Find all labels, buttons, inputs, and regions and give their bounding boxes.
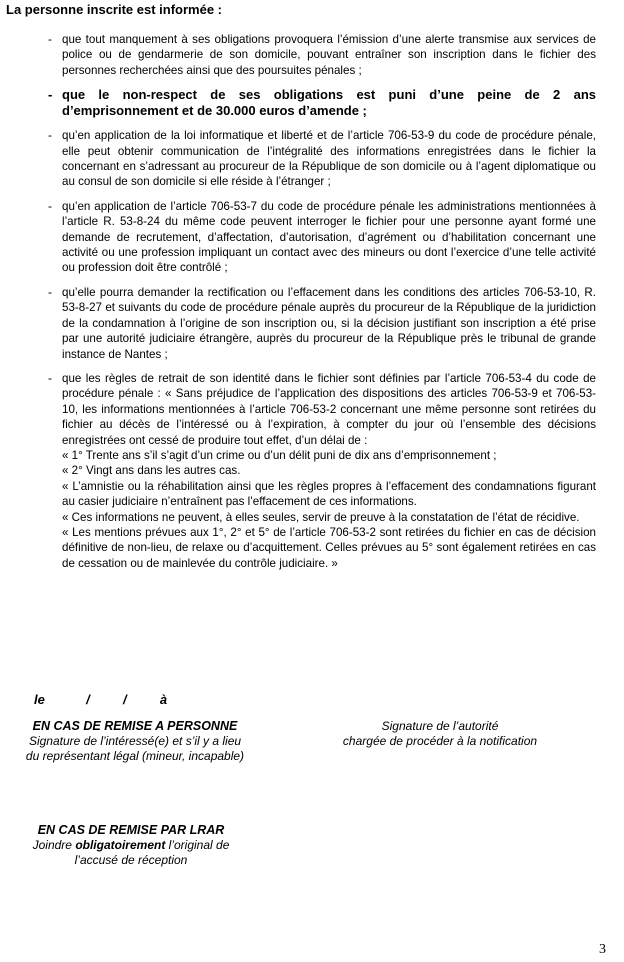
signature-line: Signature de l’autorité — [381, 719, 499, 733]
quote-line: « Ces informations ne peuvent, à elles seules, servir de preuve à la constatation de l’état de récidive. — [62, 510, 580, 524]
bullet-dash: - — [48, 370, 52, 385]
bullet-dash: - — [48, 198, 52, 213]
lrar-suffix: l’original de — [165, 838, 230, 852]
signature-line: du représentant légal (mineur, incapable) — [25, 749, 245, 763]
bullet-dash: - — [48, 128, 52, 143]
remise-lrar-block — [0, 823, 262, 868]
list-item-retrait-rules — [48, 371, 596, 571]
bullet-dash: - — [48, 284, 52, 299]
list-item-text: que tout manquement à ses obligations provoquera l’émission d’une alerte transmise aux services de police ou de gendarmerie de son domicile, pouvant entraîner son inscription dans le fichier des personnes recherchées ainsi que des poursuites pénales ; — [62, 33, 596, 77]
bullet-dash: - — [48, 87, 53, 103]
signature-line: Signature de l’intéressé(e) et s’il y a lieu — [28, 734, 242, 748]
list-item-text: qu’elle pourra demander la rectification ou l’effacement dans les conditions des articles 706-53-10, R. 53-8-27 et suivants du code de procédure pénale auprès du procureur de la République de la juridiction de la condamnation à l’origine de son inscription ou, si la décision justifiant son inscription a été prise par une autorité judiciaire étrangère, auprès du procureur de la République près le tribunal de grande instance de Nantes ; — [62, 285, 596, 361]
list-item — [48, 285, 596, 362]
list-item-text: que les règles de retrait de son identité dans le fichier sont définies par l’article 706-53-4 du code de procédure pénale : « Sans préjudice de l’application des dispositions des articles 706-53-9 et 706-53-10, les informations mentionnées à l’article 706-53-2 concernant une même personne sont retirées du fichier au décès de l’intéressé ou à l’expiration, à compter du jour où l’ensemble des décisions enregistrées ont cessé de produire tout effet, d’un délai de : — [62, 371, 596, 447]
date-place-line — [34, 692, 167, 707]
lrar-prefix: Joindre — [32, 838, 76, 852]
list-item-text: qu’en application de l’article 706-53-7 du code de procédure pénale les administrations mentionnées à l’article R. 53-8-24 du même code peuvent interroger le fichier pour une personne ayant formé une demande de recrutement, d’affectation, d’autorisation, d’agrément ou d’habilitation concernant une activité ou une profession impliquant un contact avec des mineurs ou dont l’exercice d’une telle activité ou profession doit être contrôlé ; — [62, 199, 596, 275]
list-item-text: qu’en application de la loi informatique et liberté et de l’article 706-53-9 du code de procédure pénale, elle peut obtenir communication de l’intégralité des informations enregistrées dans le fichier la concernant en s’adressant au procureur de la République de son domicile ou à l’agent diplomatique ou au consul de son domicile si elle réside à l’étranger ; — [62, 129, 596, 189]
date-separator: / — [122, 692, 127, 707]
date-separator: / — [86, 692, 90, 707]
page-number: 3 — [599, 942, 606, 957]
quote-line: « 1° Trente ans s’il s’agit d’un crime ou d’un délit puni de dix ans d’emprisonnement ; — [62, 448, 497, 462]
lrar-line — [0, 838, 262, 853]
list-item — [48, 32, 596, 78]
quote-line: « Les mentions prévues aux 1°, 2° et 5° de l’article 706-53-2 sont retirées du fichier en cas de décision définitive de non-lieu, de relaxe ou d’acquittement. Celles prévues au 5° sont également retirées en cas de cessation ou de mainlevée du contrôle judiciaire. » — [62, 525, 596, 570]
bullet-dash: - — [48, 32, 52, 46]
remise-personne-title: EN CAS DE REMISE A PERSONNE — [32, 719, 238, 733]
quote-line: « L’amnistie ou la réhabilitation ainsi que les règles propres à l’effacement des condamnations figurant au casier judiciaire n’entraînent pas l’effacement de ces informations. — [62, 479, 596, 509]
date-le: le — [34, 692, 45, 707]
remise-lrar-title: EN CAS DE REMISE PAR LRAR — [37, 823, 225, 837]
notice-list — [48, 32, 596, 580]
list-item-penalty — [48, 87, 596, 119]
signature-interesse-block — [0, 719, 270, 764]
signature-line: chargée de procéder à la notification — [342, 734, 538, 748]
lrar-line: l’accusé de réception — [74, 853, 188, 867]
list-item — [48, 199, 596, 276]
quote-line: « 2° Vingt ans dans les autres cas. — [62, 464, 241, 478]
lrar-bold: obligatoirement — [75, 838, 166, 852]
section-heading: La personne inscrite est informée : — [6, 2, 223, 17]
signature-autorite-block — [320, 719, 560, 749]
list-item — [48, 128, 596, 190]
list-item-text: que le non-respect de ses obligations est puni d’une peine de 2 ans d’emprisonnement et de 30.000 euros d’amende ; — [62, 87, 596, 119]
date-a: à — [159, 692, 168, 707]
